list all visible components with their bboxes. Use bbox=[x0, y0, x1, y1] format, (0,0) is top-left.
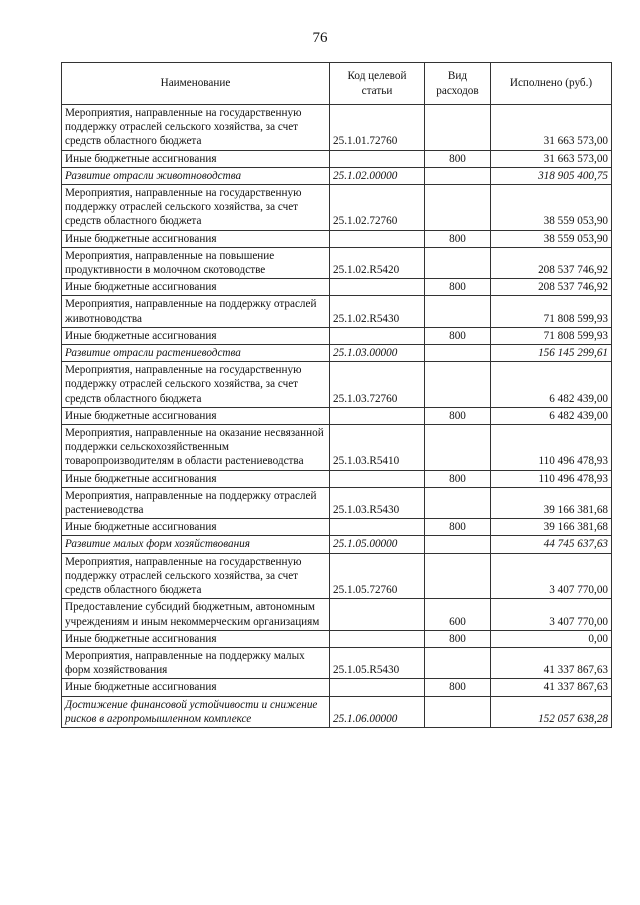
row-amount-cell: 3 407 770,00 bbox=[491, 553, 612, 599]
row-name-cell: Развитие отрасли растениеводства bbox=[62, 345, 330, 362]
row-kind-cell: 800 bbox=[425, 630, 491, 647]
row-code-cell: 25.1.03.R5410 bbox=[330, 425, 425, 471]
row-code-cell: 25.1.05.00000 bbox=[330, 536, 425, 553]
row-amount-cell: 71 808 599,93 bbox=[491, 327, 612, 344]
row-kind-cell bbox=[425, 487, 491, 518]
row-code-cell bbox=[330, 599, 425, 630]
row-kind-cell: 600 bbox=[425, 599, 491, 630]
row-kind-cell bbox=[425, 167, 491, 184]
row-code-cell: 25.1.02.00000 bbox=[330, 167, 425, 184]
row-kind-cell: 800 bbox=[425, 519, 491, 536]
row-amount-cell: 6 482 439,00 bbox=[491, 362, 612, 408]
row-kind-cell: 800 bbox=[425, 150, 491, 167]
table-row bbox=[62, 327, 612, 344]
row-code-cell bbox=[330, 470, 425, 487]
row-name-cell: Развитие отрасли животноводства bbox=[62, 167, 330, 184]
row-amount-cell: 152 057 638,28 bbox=[491, 696, 612, 727]
table-row bbox=[62, 279, 612, 296]
row-name-cell: Мероприятия, направленные на поддержку малых форм хозяйствования bbox=[62, 647, 330, 678]
row-kind-cell: 800 bbox=[425, 470, 491, 487]
table-row bbox=[62, 647, 612, 678]
row-amount-cell: 41 337 867,63 bbox=[491, 679, 612, 696]
table-row bbox=[62, 536, 612, 553]
row-amount-cell: 39 166 381,68 bbox=[491, 519, 612, 536]
table-row bbox=[62, 105, 612, 151]
row-amount-cell: 3 407 770,00 bbox=[491, 599, 612, 630]
row-code-cell: 25.1.03.R5430 bbox=[330, 487, 425, 518]
row-amount-cell: 110 496 478,93 bbox=[491, 425, 612, 471]
row-name-cell: Мероприятия, направленные на оказание несвязанной поддержки сельскохозяйственным товаропроизводителям в области растениеводства bbox=[62, 425, 330, 471]
row-kind-cell: 800 bbox=[425, 327, 491, 344]
row-code-cell: 25.1.05.R5430 bbox=[330, 647, 425, 678]
table-header-row bbox=[62, 63, 612, 105]
row-kind-cell bbox=[425, 696, 491, 727]
row-name-cell: Иные бюджетные ассигнования bbox=[62, 630, 330, 647]
row-amount-cell: 39 166 381,68 bbox=[491, 487, 612, 518]
row-kind-cell bbox=[425, 105, 491, 151]
table-row bbox=[62, 519, 612, 536]
row-name-cell: Предоставление субсидий бюджетным, автономным учреждениям и иным некоммерческим организациям bbox=[62, 599, 330, 630]
row-name-cell: Иные бюджетные ассигнования bbox=[62, 519, 330, 536]
table-row bbox=[62, 630, 612, 647]
table-row bbox=[62, 167, 612, 184]
row-amount-cell: 31 663 573,00 bbox=[491, 105, 612, 151]
row-amount-cell: 208 537 746,92 bbox=[491, 247, 612, 278]
header-amount: Исполнено (руб.) bbox=[491, 63, 612, 105]
header-code: Код целевой статьи bbox=[330, 63, 425, 105]
row-name-cell: Иные бюджетные ассигнования bbox=[62, 150, 330, 167]
row-code-cell bbox=[330, 519, 425, 536]
table-row bbox=[62, 230, 612, 247]
header-name: Наименование bbox=[62, 63, 330, 105]
row-name-cell: Мероприятия, направленные на государственную поддержку отраслей сельского хозяйства, за счет средств областного бюджета bbox=[62, 553, 330, 599]
row-kind-cell bbox=[425, 425, 491, 471]
row-amount-cell: 156 145 299,61 bbox=[491, 345, 612, 362]
row-name-cell: Достижение финансовой устойчивости и снижение рисков в агропромышленном комплексе bbox=[62, 696, 330, 727]
table-row bbox=[62, 425, 612, 471]
row-code-cell: 25.1.03.72760 bbox=[330, 362, 425, 408]
row-code-cell bbox=[330, 407, 425, 424]
row-name-cell: Мероприятия, направленные на повышение продуктивности в молочном скотоводстве bbox=[62, 247, 330, 278]
row-name-cell: Мероприятия, направленные на государственную поддержку отраслей сельского хозяйства, за счет средств областного бюджета bbox=[62, 362, 330, 408]
row-name-cell: Иные бюджетные ассигнования bbox=[62, 327, 330, 344]
row-code-cell: 25.1.03.00000 bbox=[330, 345, 425, 362]
row-amount-cell: 38 559 053,90 bbox=[491, 185, 612, 231]
row-name-cell: Мероприятия, направленные на поддержку отраслей растениеводства bbox=[62, 487, 330, 518]
row-amount-cell: 318 905 400,75 bbox=[491, 167, 612, 184]
table-row bbox=[62, 470, 612, 487]
page-number: 76 bbox=[312, 30, 328, 46]
row-code-cell bbox=[330, 230, 425, 247]
table-row bbox=[62, 599, 612, 630]
row-code-cell bbox=[330, 279, 425, 296]
row-name-cell: Иные бюджетные ассигнования bbox=[62, 279, 330, 296]
budget-table bbox=[61, 62, 612, 728]
table-row bbox=[62, 247, 612, 278]
row-kind-cell: 800 bbox=[425, 679, 491, 696]
row-code-cell bbox=[330, 630, 425, 647]
table-row bbox=[62, 150, 612, 167]
row-code-cell: 25.1.06.00000 bbox=[330, 696, 425, 727]
row-kind-cell: 800 bbox=[425, 230, 491, 247]
row-code-cell: 25.1.02.72760 bbox=[330, 185, 425, 231]
row-name-cell: Иные бюджетные ассигнования bbox=[62, 679, 330, 696]
row-name-cell: Развитие малых форм хозяйствования bbox=[62, 536, 330, 553]
row-amount-cell: 38 559 053,90 bbox=[491, 230, 612, 247]
row-code-cell: 25.1.05.72760 bbox=[330, 553, 425, 599]
row-kind-cell bbox=[425, 536, 491, 553]
row-name-cell: Мероприятия, направленные на государственную поддержку отраслей сельского хозяйства, за счет средств областного бюджета bbox=[62, 185, 330, 231]
row-kind-cell bbox=[425, 185, 491, 231]
row-code-cell: 25.1.01.72760 bbox=[330, 105, 425, 151]
row-kind-cell bbox=[425, 553, 491, 599]
row-amount-cell: 0,00 bbox=[491, 630, 612, 647]
row-kind-cell bbox=[425, 296, 491, 327]
row-name-cell: Иные бюджетные ассигнования bbox=[62, 230, 330, 247]
table-row bbox=[62, 696, 612, 727]
table-row bbox=[62, 345, 612, 362]
row-kind-cell bbox=[425, 247, 491, 278]
row-amount-cell: 110 496 478,93 bbox=[491, 470, 612, 487]
row-code-cell bbox=[330, 327, 425, 344]
row-name-cell: Мероприятия, направленные на поддержку отраслей животноводства bbox=[62, 296, 330, 327]
table-row bbox=[62, 185, 612, 231]
table-row bbox=[62, 296, 612, 327]
row-code-cell: 25.1.02.R5430 bbox=[330, 296, 425, 327]
row-amount-cell: 31 663 573,00 bbox=[491, 150, 612, 167]
table-row bbox=[62, 679, 612, 696]
table-row bbox=[62, 362, 612, 408]
table-row bbox=[62, 407, 612, 424]
row-kind-cell: 800 bbox=[425, 407, 491, 424]
table-row bbox=[62, 487, 612, 518]
row-amount-cell: 6 482 439,00 bbox=[491, 407, 612, 424]
row-name-cell: Мероприятия, направленные на государственную поддержку отраслей сельского хозяйства, за счет средств областного бюджета bbox=[62, 105, 330, 151]
row-name-cell: Иные бюджетные ассигнования bbox=[62, 470, 330, 487]
row-kind-cell: 800 bbox=[425, 279, 491, 296]
row-amount-cell: 208 537 746,92 bbox=[491, 279, 612, 296]
row-name-cell: Иные бюджетные ассигнования bbox=[62, 407, 330, 424]
row-kind-cell bbox=[425, 345, 491, 362]
row-amount-cell: 44 745 637,63 bbox=[491, 536, 612, 553]
row-amount-cell: 41 337 867,63 bbox=[491, 647, 612, 678]
row-kind-cell bbox=[425, 362, 491, 408]
row-code-cell bbox=[330, 679, 425, 696]
table-row bbox=[62, 553, 612, 599]
row-kind-cell bbox=[425, 647, 491, 678]
row-amount-cell: 71 808 599,93 bbox=[491, 296, 612, 327]
header-kind: Вид расходов bbox=[425, 63, 491, 105]
row-code-cell bbox=[330, 150, 425, 167]
row-code-cell: 25.1.02.R5420 bbox=[330, 247, 425, 278]
